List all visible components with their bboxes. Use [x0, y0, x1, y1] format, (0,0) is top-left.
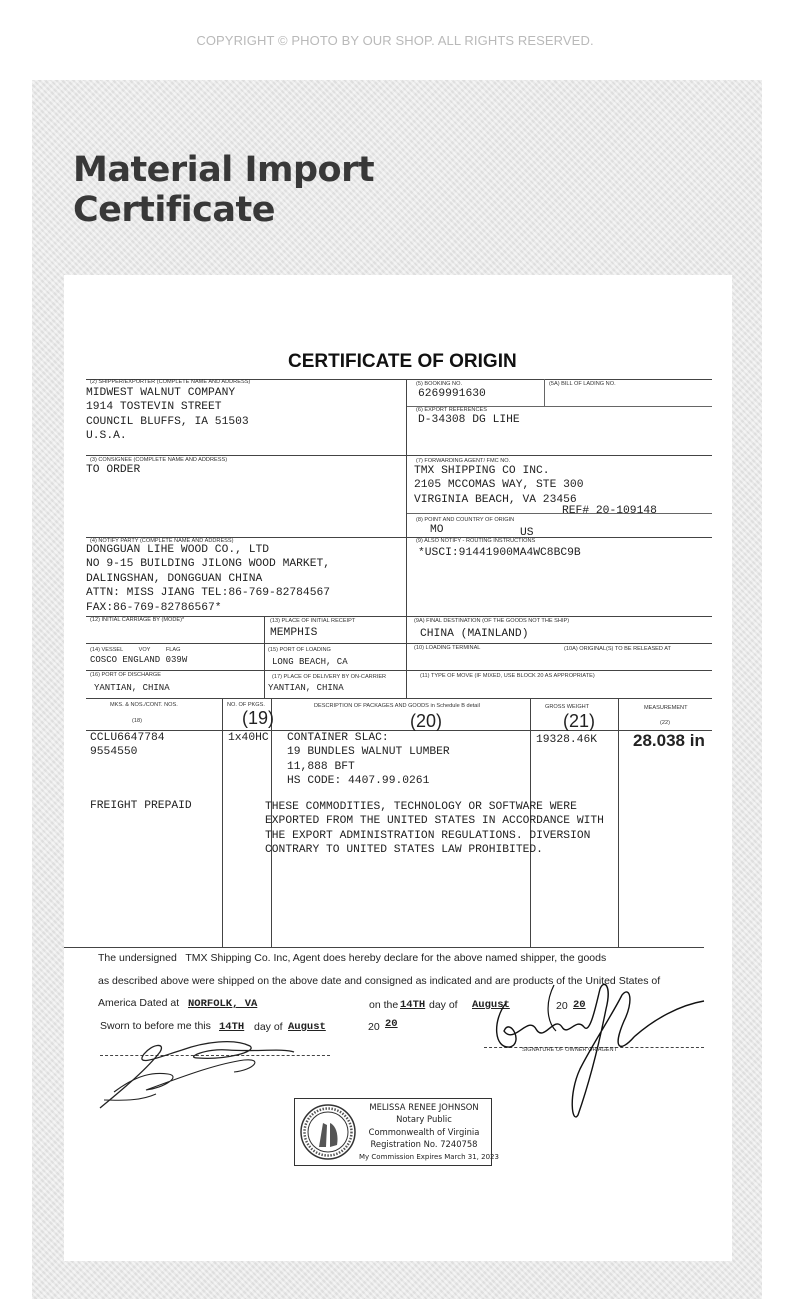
port-of-loading: LONG BEACH, CA — [272, 657, 348, 667]
vessel: COSCO ENGLAND 039W — [90, 655, 188, 665]
signature-label: SIGNATURE OF OWNER OR AGENT — [522, 1047, 617, 1053]
rule — [406, 513, 712, 514]
booking-label: (5) BOOKING NO. — [416, 381, 462, 387]
origin-label: (8) POINT AND COUNTRY OF ORIGIN — [416, 517, 515, 523]
rule — [618, 698, 619, 947]
notary-name: MELISSA RENEE JOHNSON — [369, 1102, 479, 1112]
rule — [222, 698, 223, 947]
notary-expiration: My Commission Expires March 31, 2023 — [359, 1152, 499, 1161]
col-description-header: DESCRIPTION OF PACKAGES AND GOODS in Schedule B detail — [314, 703, 480, 709]
year-value-1: 20 — [573, 999, 586, 1011]
col-description-number: (20) — [410, 711, 443, 731]
col-weight-header: GROSS WEIGHT — [545, 704, 590, 710]
final-destination-label: (9A) FINAL DESTINATION (OF THE GOODS NOT THE SHIP) — [414, 618, 570, 624]
port-of-discharge-label: (16) PORT OF DISCHARGE — [90, 672, 161, 678]
place-of-delivery: YANTIAN, CHINA — [268, 683, 344, 693]
rule — [264, 616, 265, 698]
port-of-discharge: YANTIAN, CHINA — [94, 683, 170, 693]
day-of-label-2: day of — [254, 1021, 283, 1033]
col-marks-number: (18) — [132, 718, 142, 724]
rule — [544, 379, 545, 406]
consignee-label: (3) CONSIGNEE (COMPLETE NAME AND ADDRESS) — [90, 457, 228, 463]
forwarding-agent: TMX SHIPPING CO INC. 2105 MCCOMAS WAY, STE 300 VIRGINIA BEACH, VA 23456 — [414, 465, 584, 506]
declaration-line1: The undersigned TMX Shipping Co. Inc, Agent does hereby declare for the above named shipper, the goods — [98, 952, 607, 964]
col-pkgs-header: NO. OF PKGS. — [227, 702, 265, 708]
place-of-receipt-label: (13) PLACE OF INITIAL RECEIPT — [270, 618, 356, 624]
goods-description: CONTAINER SLAC: 19 BUNDLES WALNUT LUMBER 11,888 BFT HS CODE: 4407.99.0261 — [287, 732, 450, 788]
place-of-delivery-label: (17) PLACE OF DELIVERY BY ON-CARRIER — [272, 674, 387, 680]
notary-stamp — [294, 1098, 499, 1166]
notary-title: Notary Public — [396, 1114, 452, 1125]
month-value-2: August — [288, 1021, 326, 1033]
sworn-label: Sworn to before me this — [100, 1020, 211, 1032]
export-ref: D-34308 DG LIHE — [418, 414, 520, 426]
port-of-loading-label: (15) PORT OF LOADING — [268, 647, 331, 653]
rule — [406, 379, 407, 698]
freight-terms: FREIGHT PREPAID — [90, 800, 192, 812]
year-value-2: 20 — [385, 1018, 398, 1030]
export-ref-label: (6) EXPORT REFERENCES — [416, 407, 487, 413]
page-title-line2: Certificate — [73, 190, 275, 230]
page-title — [73, 150, 374, 230]
year-prefix-1: 20 — [556, 1000, 568, 1012]
origin-country: US — [520, 527, 534, 539]
certificate-title: CERTIFICATE OF ORIGIN — [288, 351, 517, 372]
origin-point: MO — [430, 524, 444, 536]
final-destination: CHINA (MAINLAND) — [420, 628, 529, 640]
forwarding-agent-label: (7) FORWARDING AGENT/ FMC NO. — [416, 458, 511, 464]
shipper-address: MIDWEST WALNUT COMPANY 1914 TOSTEVIN STREET COUNCIL BLUFFS, IA 51503 U.S.A. — [86, 387, 249, 443]
month-value-1: August — [472, 999, 510, 1011]
booking-number: 6269991630 — [418, 388, 486, 400]
col-measurement-header: MEASUREMENT — [644, 705, 688, 711]
package-count: 1x40HC — [228, 732, 269, 744]
type-of-move-label: (11) TYPE OF MOVE (IF MIXED, USE BLOCK 20 AS APPROPRIATE) — [420, 673, 595, 679]
day-value-2: 14TH — [219, 1021, 245, 1033]
day-of-label-1: day of — [429, 999, 458, 1011]
col-measurement-number: (22) — [660, 720, 670, 726]
on-the-label: on the — [369, 999, 399, 1011]
rule — [86, 643, 712, 644]
container-marks: CCLU6647784 9554550 — [90, 732, 165, 759]
reference-number: REF# 20-109148 — [562, 505, 657, 517]
page-title-line1: Material Import — [73, 150, 375, 190]
loading-terminal-label: (10) LOADING TERMINAL — [414, 645, 481, 651]
rule — [86, 455, 712, 456]
also-notify-label: (9) ALSO NOTIFY - ROUTING INSTRUCTIONS — [416, 538, 536, 544]
rule — [64, 947, 704, 948]
dated-at-label: America Dated at — [98, 997, 180, 1009]
rule — [86, 670, 712, 671]
also-notify: *USCI:91441900MA4WC8BC9B — [418, 547, 581, 559]
col-marks-header: MKS. & NOS./CONT. NOS. — [110, 702, 178, 708]
day-value-1: 14TH — [400, 999, 426, 1011]
virginia-seal-icon — [299, 1103, 357, 1161]
declaration-line2: as described above were shipped on the above date and consigned as indicated and are products of the United States of — [98, 975, 661, 987]
notary-registration: Registration No. 7240758 — [370, 1139, 478, 1150]
col-weight-number: (21) — [563, 711, 596, 731]
notary-state: Commonwealth of Virginia — [368, 1126, 480, 1137]
gross-weight: 19328.46K — [536, 734, 598, 746]
shipper-label: (2) SHIPPER/EXPORTER (COMPLETE NAME AND ADDRESS) — [90, 379, 251, 385]
notify-party: DONGGUAN LIHE WOOD CO., LTD NO 9-15 BUILDING JILONG WOOD MARKET, DALINGSHAN, DONGGUAN CHINA ATTN: MISS JIANG TEL:86-769-82784567 FAX:86-769-82786567* — [86, 544, 331, 614]
agent-signature — [484, 975, 714, 1125]
dated-place: NORFOLK, VA — [188, 998, 258, 1010]
col-pkgs-number: (19) — [242, 708, 275, 728]
export-statement: THESE COMMODITIES, TECHNOLOGY OR SOFTWARE WERE EXPORTED FROM THE UNITED STATES IN ACCORDANCE WITH THE EXPORT ADMINISTRATION REGULATIONS. DIVERSION CONTRARY TO UNITED STATES LAW PROHIBITED. — [265, 801, 604, 857]
originals-released-label: (10A) ORIGINAL(S) TO BE RELEASED AT — [564, 646, 671, 652]
place-of-receipt: MEMPHIS — [270, 627, 318, 639]
vessel-label: (14) VESSEL VOY FLAG — [90, 647, 181, 653]
notify-party-label: (4) NOTIFY PARTY (COMPLETE NAME AND ADDRESS) — [90, 538, 234, 544]
copyright-notice: COPYRIGHT © PHOTO BY OUR SHOP. ALL RIGHTS RESERVED. — [196, 33, 594, 48]
initial-carriage-label: (12) INITIAL CARRIAGE BY (MODE)* — [90, 617, 185, 623]
consignee: TO ORDER — [86, 464, 141, 476]
certificate-document — [64, 275, 732, 1261]
year-prefix-2: 20 — [368, 1021, 380, 1033]
bill-of-lading-label: (5A) BILL OF LADING NO. — [549, 381, 616, 387]
measurement: 28.038 in — [633, 731, 705, 750]
